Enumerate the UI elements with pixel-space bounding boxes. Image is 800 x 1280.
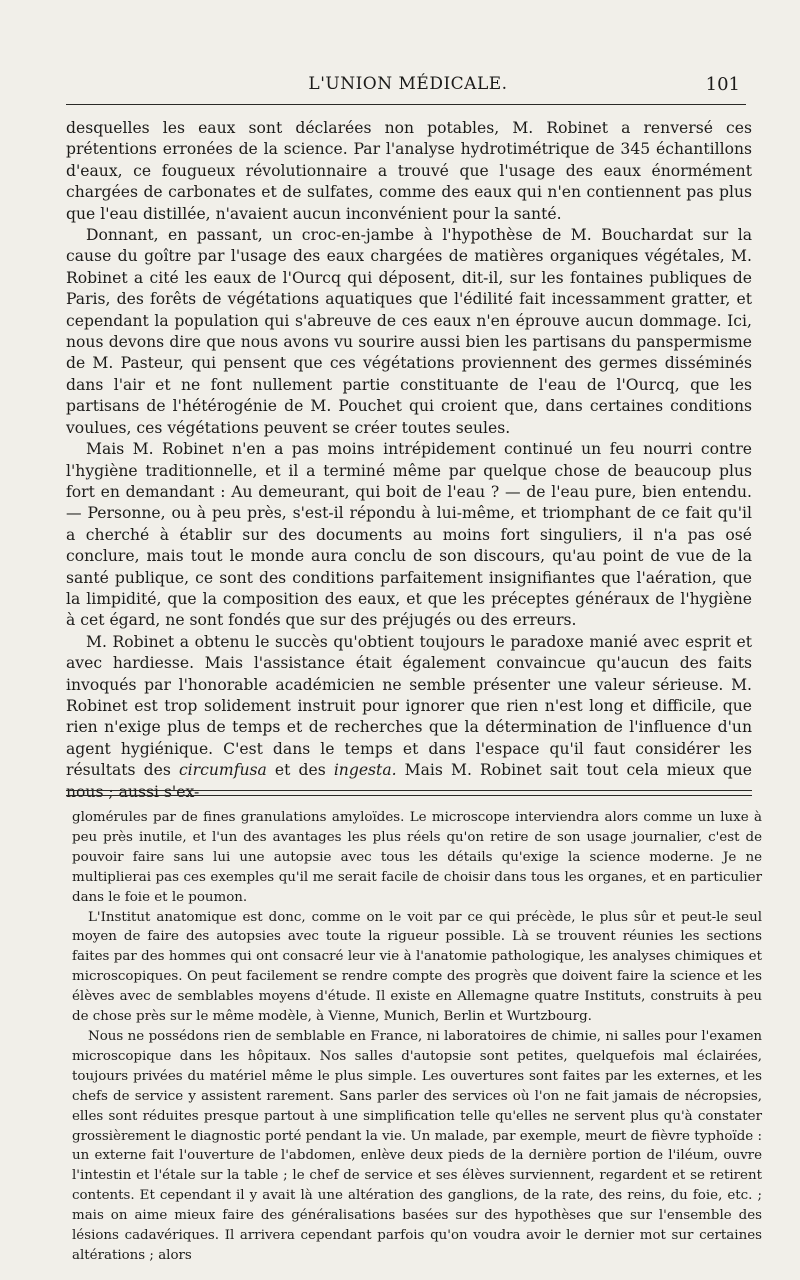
footnote-text	[72, 808, 762, 1266]
header-rule	[66, 104, 746, 105]
note-paragraph-3: Nous ne possédons rien de semblable en France, ni laboratoires de chimie, ni salles pour l'examen microscopique dans les hôpitaux. Nos salles d'autopsie sont petites, quelquefois mal éclairées, toujours privées du matériel même le plus simple. Les ouvertures sont faites par les externes, et les chefs de service y assistent rarement. Sans parler des services où l'on ne fait jamais de nécropsies, elles sont réduites presque partout à une simplification telle qu'elles ne servent plus qu'à constater grossièrement le diagnostic porté pendant la vie. Un malade, par exemple, meurt de fièvre typhoïde : un externe fait l'ouverture de l'abdomen, enlève deux pieds de la dernière portion de l'iléum, ouvre l'intestin et l'étale sur la table ; le chef de service et ses élèves surviennent, regardent et se retirent contents. Et cependant il y avait là une altération des ganglions, de la rate, des reins, du foie, etc. ; mais on aime mieux faire des généralisations basées sur des hypothèses que sur l'ensemble des lésions cadavériques. Il arrivera cependant parfois qu'on voudra avoir le dernier mot sur certaines altérations ; alors	[72, 1028, 762, 1263]
paragraph-4	[66, 632, 752, 803]
note-paragraph-2: L'Institut anatomique est donc, comme on le voit par ce qui précède, le plus sûr et peut-le seul moyen de faire des autopsies avec toute la rigueur possible. Là se trouvent réunies les sections faites par des hommes qui ont consacré leur vie à l'anatomie pathologique, les analyses chimiques et microscopiques. On peut facilement se rendre compte des progrès que doivent faire la science et les élèves avec de semblables moyens d'étude. Il existe en Allemagne quatre Instituts, construits à peu de chose près sur le même modèle, à Vienne, Munich, Berlin et Wurtzbourg.	[72, 909, 762, 1025]
page-number: 101	[705, 74, 740, 95]
note-paragraph-1: glomérules par de fines granulations amyloïdes. Le microscope interviendra alors comme un luxe à peu près inutile, et l'un des avantages les plus réels qu'on retire de son usage journalier, c'est de pouvoir faire sans lui une autopsie avec tous les détails qu'exige la science moderne. Je ne multiplierai pas ces exemples qu'il me serait facile de choisir dans tous les organes, et en particulier dans le foie et le poumon.	[72, 810, 762, 905]
paragraph-2: Donnant, en passant, un croc-en-jambe à l'hypothèse de M. Bouchardat sur la cause du goître par l'usage des eaux chargées de matières organiques végétales, M. Robinet a cité les eaux de l'Ourcq qui déposent, dit-il, sur les fontaines publiques de Paris, des forêts de végétations aquatiques que l'édilité fait incessamment gratter, et cependant la population qui s'abreuve de ces eaux n'en éprouve aucun dommage. Ici, nous devons dire que nous avons vu sourire aussi bien les partisans du panspermisme de M. Pasteur, qui pensent que ces végétations proviennent des germes disséminés dans l'air et ne font nullement partie constituante de l'eau de l'Ourcq, que les partisans de l'hétérogénie de M. Pouchet qui croient que, dans certaines conditions voulues, ces végétations peuvent se créer toutes seules.	[66, 226, 752, 437]
paragraph-4-text-b: et des	[274, 761, 326, 780]
main-text	[66, 118, 752, 803]
paragraph-1: desquelles les eaux sont déclarées non potables, M. Robinet a renversé ces prétentions erronées de la science. Par l'analyse hydrotimétrique de 345 échantillons d'eaux, ce fougueux révolutionnaire a trouvé que l'usage des eaux énormément chargées de carbonates et de sulfates, comme des eaux qui n'en contiennent pas plus que l'eau distillée, n'avaient aucun inconvénient pour la santé.	[66, 119, 752, 223]
paragraph-4-text-c: Mais M. Robinet sait tout cela mieux que nous ; aussi s'ex-	[66, 761, 752, 801]
term-ingesta: ingesta.	[333, 761, 397, 780]
term-circumfusa: circumfusa	[178, 761, 267, 780]
journal-title: L'UNION MÉDICALE.	[308, 74, 508, 94]
paragraph-3: Mais M. Robinet n'en a pas moins intrépidement continué un feu nourri contre l'hygiène traditionnelle, et il a terminé même par quelque chose de beaucoup plus fort en demandant : Au demeurant, qui boit de l'eau ? — de l'eau pure, bien entendu. — Personne, ou à peu près, s'est-il répondu à lui-même, et triomphant de ce fait qu'il a cherché à établir sur des documents au moins fort singuliers, il n'a pas osé conclure, mais tout le monde aura conclu de son discours, qu'au point de vue de la santé publique, ce sont des conditions parfaitement insignifiantes que l'aération, que la limpidité, que la composition des eaux, et que les préceptes généraux de l'hygiène à cet égard, ne sont fondés que sur des préjugés ou des erreurs.	[66, 440, 752, 630]
paragraph-4-text-a: M. Robinet a obtenu le succès qu'obtient toujours le paradoxe manié avec esprit et avec hardiesse. Mais l'assistance était également convaincue qu'aucun des faits invoqués par l'honorable académicien ne semble présenter une valeur sérieuse. M. Robinet est trop solidement instruit pour ignorer que rien n'est long et difficile, que rien n'exige plus de temps et de recherches que la détermination de l'influence d'un agent hygiénique. C'est dans le temps et dans l'espace qu'il faut considérer les résultats des	[66, 632, 752, 780]
running-header	[68, 70, 748, 102]
footnote-separator	[66, 790, 752, 796]
